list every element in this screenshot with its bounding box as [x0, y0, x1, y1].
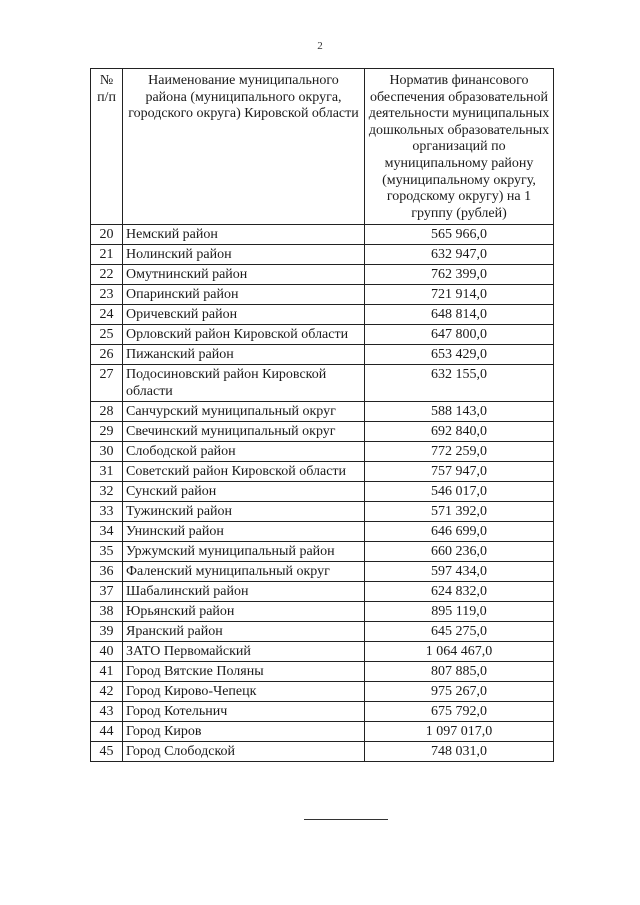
- row-district-name: Слободской район: [123, 442, 365, 462]
- row-normative-value: 975 267,0: [365, 682, 554, 702]
- table-row: [91, 462, 554, 482]
- row-number: 36: [91, 562, 123, 582]
- row-number: 25: [91, 325, 123, 345]
- row-number: 45: [91, 742, 123, 762]
- row-normative-value: 675 792,0: [365, 702, 554, 722]
- row-district-name: Фаленский муниципальный округ: [123, 562, 365, 582]
- header-district-name: Наименование муниципального района (муниципального округа, городского округа) Кировской области: [123, 69, 365, 225]
- row-number: 27: [91, 365, 123, 402]
- table-row: [91, 305, 554, 325]
- row-number: 24: [91, 305, 123, 325]
- row-district-name: Уржумский муниципальный район: [123, 542, 365, 562]
- table-row: [91, 602, 554, 622]
- row-district-name: Санчурский муниципальный округ: [123, 402, 365, 422]
- table-row: [91, 245, 554, 265]
- table-header: [91, 69, 554, 225]
- row-number: 26: [91, 345, 123, 365]
- row-district-name: Тужинский район: [123, 502, 365, 522]
- row-normative-value: 648 814,0: [365, 305, 554, 325]
- table-row: [91, 622, 554, 642]
- row-number: 33: [91, 502, 123, 522]
- row-normative-value: 632 947,0: [365, 245, 554, 265]
- row-normative-value: 588 143,0: [365, 402, 554, 422]
- table-row: [91, 482, 554, 502]
- row-normative-value: 895 119,0: [365, 602, 554, 622]
- row-normative-value: 692 840,0: [365, 422, 554, 442]
- row-normative-value: 632 155,0: [365, 365, 554, 402]
- table-row: [91, 742, 554, 762]
- row-district-name: Орловский район Кировской области: [123, 325, 365, 345]
- row-number: 40: [91, 642, 123, 662]
- row-normative-value: 565 966,0: [365, 225, 554, 245]
- row-district-name: Немский район: [123, 225, 365, 245]
- row-district-name: Город Киров: [123, 722, 365, 742]
- table-row: [91, 542, 554, 562]
- table-row: [91, 662, 554, 682]
- row-number: 41: [91, 662, 123, 682]
- row-district-name: Город Слободской: [123, 742, 365, 762]
- row-number: 30: [91, 442, 123, 462]
- row-district-name: Оричевский район: [123, 305, 365, 325]
- row-district-name: Советский район Кировской области: [123, 462, 365, 482]
- page-number: 2: [317, 40, 323, 52]
- row-district-name: Город Котельнич: [123, 702, 365, 722]
- row-normative-value: 721 914,0: [365, 285, 554, 305]
- row-normative-value: 645 275,0: [365, 622, 554, 642]
- row-normative-value: 597 434,0: [365, 562, 554, 582]
- row-district-name: Город Вятские Поляны: [123, 662, 365, 682]
- table-row: [91, 582, 554, 602]
- table-row: [91, 702, 554, 722]
- table-row: [91, 225, 554, 245]
- header-normative-value: Норматив финансового обеспечения образовательной деятельности муниципальных дошкольных образовательных организаций по муниципальному району (муниципальному округу, городскому округу) на 1 группу (рублей): [365, 69, 554, 225]
- row-district-name: Омутнинский район: [123, 265, 365, 285]
- row-normative-value: 646 699,0: [365, 522, 554, 542]
- row-normative-value: 1 097 017,0: [365, 722, 554, 742]
- row-number: 38: [91, 602, 123, 622]
- row-district-name: Унинский район: [123, 522, 365, 542]
- normative-table: [90, 68, 554, 762]
- row-normative-value: 571 392,0: [365, 502, 554, 522]
- row-normative-value: 546 017,0: [365, 482, 554, 502]
- row-normative-value: 762 399,0: [365, 265, 554, 285]
- row-normative-value: 772 259,0: [365, 442, 554, 462]
- row-district-name: Яранский район: [123, 622, 365, 642]
- end-separator-line: [304, 819, 388, 820]
- row-district-name: Нолинский район: [123, 245, 365, 265]
- row-number: 23: [91, 285, 123, 305]
- row-normative-value: 807 885,0: [365, 662, 554, 682]
- row-number: 39: [91, 622, 123, 642]
- table-row: [91, 265, 554, 285]
- row-normative-value: 757 947,0: [365, 462, 554, 482]
- row-district-name: Пижанский район: [123, 345, 365, 365]
- table-row: [91, 345, 554, 365]
- row-number: 32: [91, 482, 123, 502]
- row-number: 37: [91, 582, 123, 602]
- row-normative-value: 647 800,0: [365, 325, 554, 345]
- row-number: 29: [91, 422, 123, 442]
- table-row: [91, 285, 554, 305]
- row-normative-value: 748 031,0: [365, 742, 554, 762]
- row-normative-value: 660 236,0: [365, 542, 554, 562]
- row-number: 43: [91, 702, 123, 722]
- header-number: № п/п: [91, 69, 123, 225]
- table-row: [91, 722, 554, 742]
- row-district-name: Опаринский район: [123, 285, 365, 305]
- row-number: 21: [91, 245, 123, 265]
- row-district-name: Подосиновский район Кировской области: [123, 365, 365, 402]
- row-district-name: ЗАТО Первомайский: [123, 642, 365, 662]
- row-district-name: Юрьянский район: [123, 602, 365, 622]
- row-number: 42: [91, 682, 123, 702]
- table-row: [91, 682, 554, 702]
- table-row: [91, 442, 554, 462]
- table-body: [91, 225, 554, 762]
- row-number: 22: [91, 265, 123, 285]
- table-row: [91, 325, 554, 345]
- table-row: [91, 562, 554, 582]
- table-row: [91, 365, 554, 402]
- row-number: 20: [91, 225, 123, 245]
- row-number: 35: [91, 542, 123, 562]
- row-normative-value: 1 064 467,0: [365, 642, 554, 662]
- table-row: [91, 422, 554, 442]
- table-row: [91, 522, 554, 542]
- row-district-name: Город Кирово-Чепецк: [123, 682, 365, 702]
- row-number: 28: [91, 402, 123, 422]
- header-row: [91, 69, 554, 225]
- table-row: [91, 502, 554, 522]
- row-normative-value: 624 832,0: [365, 582, 554, 602]
- row-district-name: Шабалинский район: [123, 582, 365, 602]
- table-row: [91, 402, 554, 422]
- row-normative-value: 653 429,0: [365, 345, 554, 365]
- row-number: 31: [91, 462, 123, 482]
- row-number: 34: [91, 522, 123, 542]
- row-number: 44: [91, 722, 123, 742]
- row-district-name: Свечинский муниципальный округ: [123, 422, 365, 442]
- table-row: [91, 642, 554, 662]
- row-district-name: Сунский район: [123, 482, 365, 502]
